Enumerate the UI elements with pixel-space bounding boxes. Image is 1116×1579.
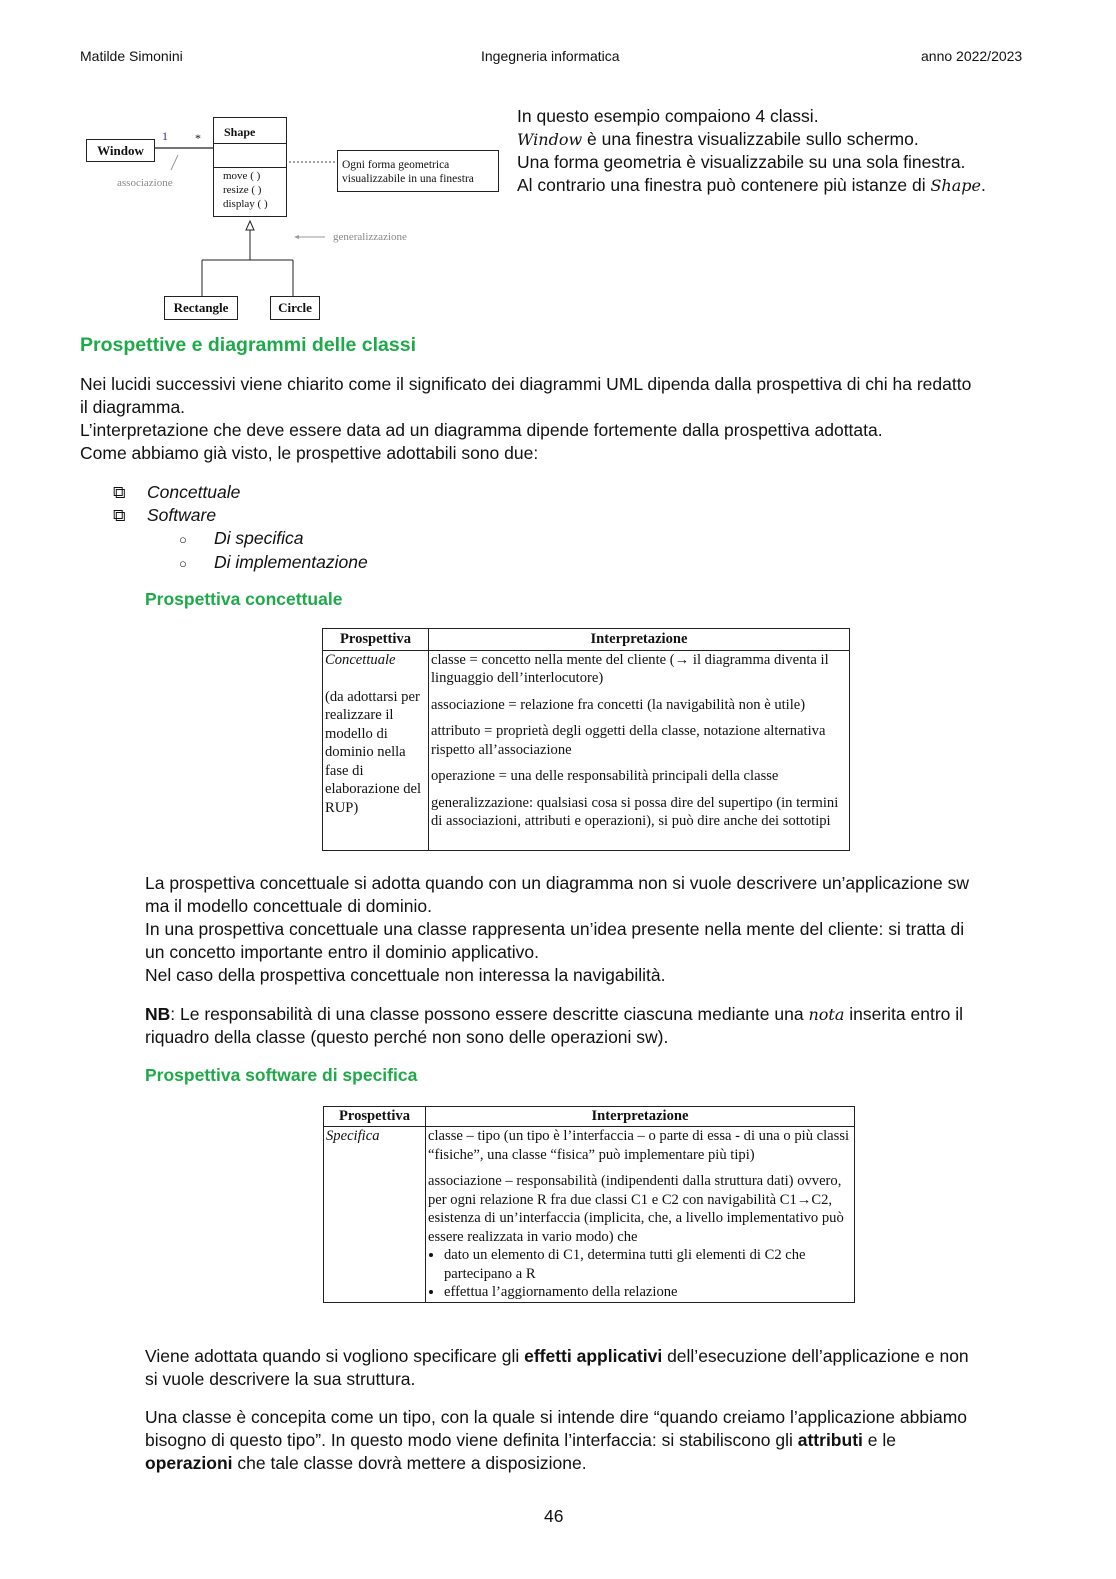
multiplicity-many: * [195,131,201,145]
perspective-list [113,481,368,575]
text-line: un concetto importante entro il dominio applicativo. [145,942,539,962]
text: che tale classe dovrà mettere a disposizione. [232,1453,587,1473]
bold-text: effetti applicativi [524,1346,663,1366]
text-line: Una classe è concepita come un tipo, con la quale si intende dire “quando creiamo l’applicazione abbiamo [145,1407,968,1427]
text-line: Come abbiamo già visto, le prospettive adottabili sono due: [80,443,539,463]
operation: move ( ) [223,170,261,182]
text-line: L’interpretazione che deve essere data ad un diagramma dipende fortemente dalla prospettiva adottata. [80,420,883,440]
text: dell’esecuzione dell’applicazione e non [662,1346,969,1366]
code-shape: Shape [930,176,981,195]
column-header: Interpretazione [426,1107,855,1127]
class-window: Window [86,139,155,162]
interpretation-item: associazione – responsabilità (indipendenti dalla struttura dati) ovvero, per ogni relazione R fra due classi C1 e C2 con navigabilità C1→C2, esistenza di un’interfaccia (implicita, che, a livello implementativo può essere realizzata in vario modo) che [428,1173,844,1245]
association-pointer [171,155,178,170]
class-shape-name: Shape [214,118,286,144]
text: è una finestra visualizzabile sullo schermo. [582,129,919,149]
nb-label: NB [145,1004,171,1024]
section-paragraph [80,373,971,465]
conceptual-paragraph [145,872,969,987]
text: e le [862,1430,896,1450]
list-item [113,527,368,551]
bold-text: operazioni [145,1453,233,1473]
subsection-title: Prospettiva concettuale [145,589,343,609]
note-box [337,150,499,192]
perspective-cell [324,1127,426,1303]
perspective-name: Concettuale [325,651,396,668]
bold-text: attributi [797,1430,863,1450]
text-line: il diagramma. [80,397,186,417]
text: Di specifica [214,528,304,548]
circle-bullet-icon: ○ [179,532,187,547]
text: : Le responsabilità di una classe possono essere descritte ciascuna mediante una [170,1004,809,1024]
association-label: associazione [117,177,173,189]
column-header: Prospettiva [324,1107,426,1127]
text-line: La prospettiva concettuale si adotta quando con un diagramma non si vuole descrivere un’applicazione sw [145,873,969,893]
perspective-name: Specifica [326,1128,380,1144]
generalization-label: generalizzazione [333,231,407,243]
text: Viene adottata quando si vogliono specificare gli [145,1346,525,1366]
text: Software [147,505,217,525]
text: inserita entro il [844,1004,964,1024]
interpretation-item: generalizzazione: qualsiasi cosa si possa dire del supertipo (in termini di associazioni, attributi e operazioni), si può dire anche dei sottotipi [431,794,839,829]
interpretation-item: operazione = una delle responsabilità principali della classe [431,768,779,784]
list-item [113,481,368,504]
column-header: Interpretazione [429,629,850,651]
text-line: In una prospettiva concettuale una classe rappresenta un’idea presente nella mente del cliente: si tratta di [145,919,965,939]
conceptual-table [322,628,850,851]
circle-bullet-icon: ○ [179,556,187,571]
interpretation-bullets [428,1246,852,1302]
interpretation-item: associazione = relazione fra concetti (la navigabilità non è utile) [431,696,806,713]
header-course: Ingegneria informatica [481,48,620,64]
multiplicity-one: 1 [162,129,168,143]
operation: display ( ) [223,198,268,210]
text: Di implementazione [214,552,368,572]
intro-line [517,128,986,151]
nb-paragraph [145,1003,963,1049]
interpretation-item: classe = concetto nella mente del cliente (→ il diagramma diventa il linguaggio dell’interlocutore) [431,651,829,686]
intro-text [517,105,986,197]
window-bullet-icon: ⧉ [113,482,126,502]
specification-table [323,1106,855,1303]
class-rectangle: Rectangle [164,296,238,320]
text: . [980,175,986,195]
page-number: 46 [544,1506,564,1526]
perspective-note: (da adottarsi per realizzare il modello di dominio nella fase di elaborazione del RUP) [325,688,422,816]
intro-line: Una forma geometria è visualizzabile su una sola finestra. [517,152,966,172]
header-author: Matilde Simonini [80,48,183,64]
interpretation-item: classe – tipo (un tipo è l’interfaccia – o parte di essa - di una o più classi “fisiche”, una classe “fisica” può implementare più tipi) [428,1128,850,1163]
text-line: Nei lucidi successivi viene chiarito come il significato dei diagrammi UML dipenda dalla prospettiva di chi ha redatto [80,374,972,394]
text-line: riquadro della classe (questo perché non sono delle operazioni sw). [145,1027,669,1047]
text-line: Nel caso della prospettiva concettuale non interessa la navigabilità. [145,965,666,985]
text: bisogno di questo tipo”. In questo modo viene definita l’interfaccia: si stabiliscono gli [145,1430,798,1450]
interpretation-cell [426,1127,855,1303]
list-item [113,504,368,527]
class-shape [213,117,287,217]
code-nota: nota [808,1005,845,1024]
text-line: si vuole descrivere la sua struttura. [145,1369,416,1389]
bullet-item: • effettua l’aggiornamento della relazione [444,1283,852,1302]
intro-line: In questo esempio compaiono 4 classi. [517,106,819,126]
bullet-item: • dato un elemento di C1, determina tutti gli elementi di C2 che partecipano a R [444,1246,852,1283]
code-window: Window [517,130,583,149]
text: Concettuale [147,482,241,502]
column-header: Prospettiva [323,629,429,651]
list-item [113,551,368,575]
intro-line [517,174,986,197]
text-line: ma il modello concettuale di dominio. [145,896,432,916]
note-text: Ogni forma geometrica [342,159,450,171]
subsection-title: Prospettiva software di specifica [145,1065,418,1085]
note-text: visualizzabile in una finestra [342,173,474,185]
window-bullet-icon: ⧉ [113,505,126,525]
section-title: Prospettive e diagrammi delle classi [80,334,416,356]
perspective-cell [323,650,429,850]
operation: resize ( ) [223,184,262,196]
spec-paragraph-2 [145,1406,967,1475]
generalization-arrow-icon [246,221,254,230]
interpretation-item: attributo = proprietà degli oggetti della classe, notazione alternativa rispetto all’associazione [431,723,826,758]
header-year: anno 2022/2023 [921,48,1023,64]
spec-paragraph-1 [145,1345,969,1391]
interpretation-cell [429,650,850,850]
text: Al contrario una finestra può contenere più istanze di [517,175,931,195]
class-circle: Circle [270,296,320,320]
